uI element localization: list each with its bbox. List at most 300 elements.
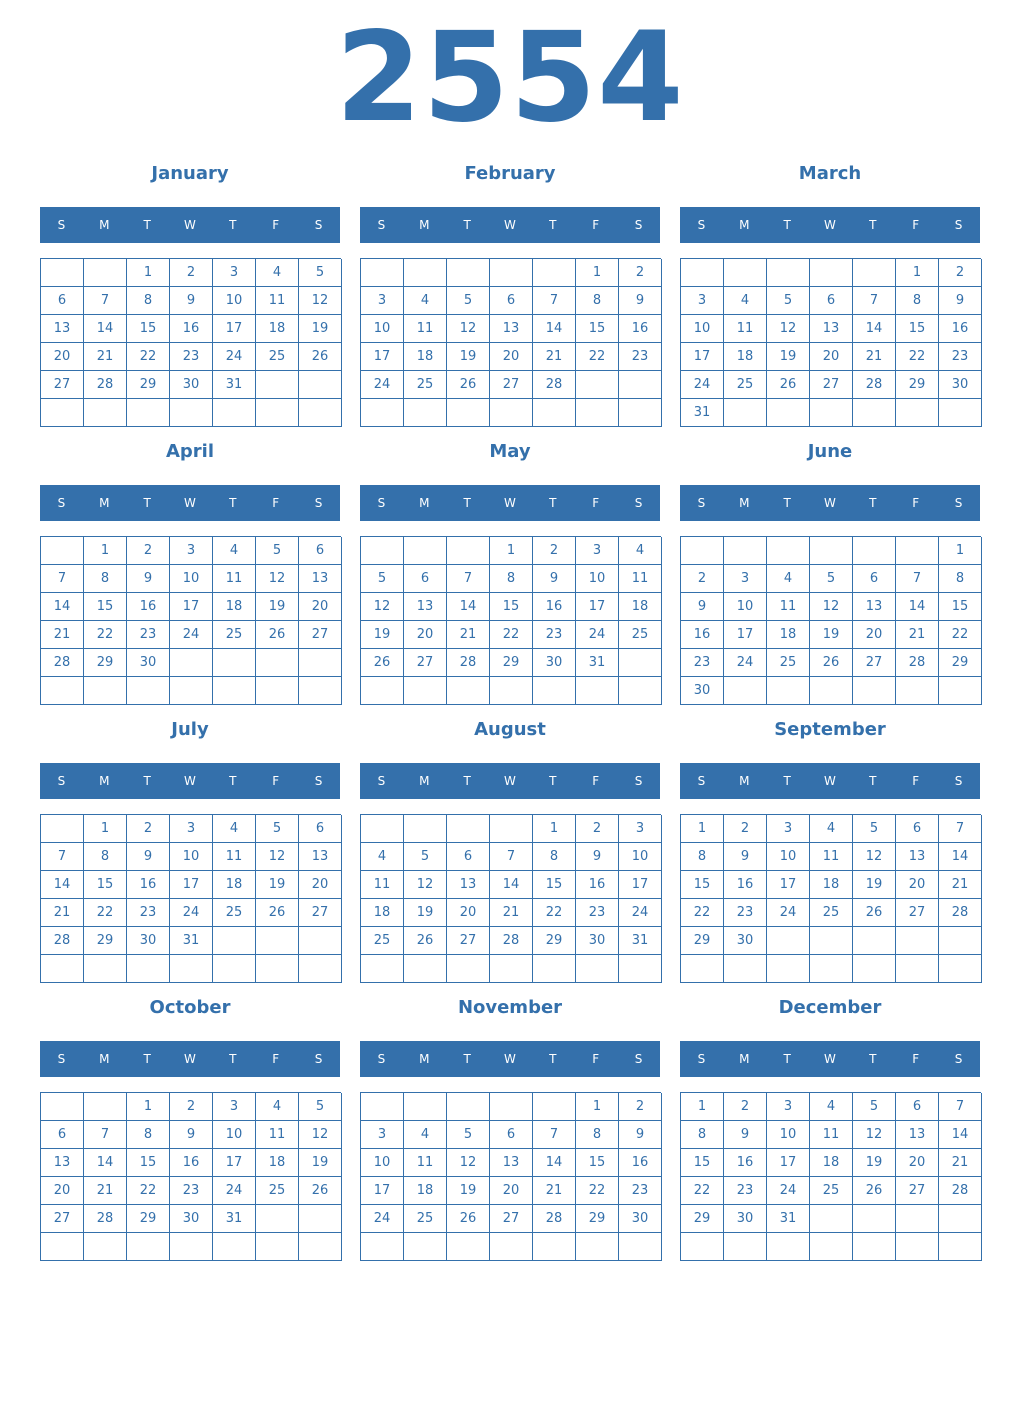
day-cell: 11 (810, 843, 853, 871)
empty-day-cell (490, 1233, 533, 1261)
day-cell: 1 (939, 537, 982, 565)
days-grid (360, 536, 661, 705)
day-cell: 22 (84, 899, 127, 927)
day-cell: 26 (853, 899, 896, 927)
day-cell: 4 (404, 1121, 447, 1149)
day-cell: 22 (939, 621, 982, 649)
day-cell: 1 (490, 537, 533, 565)
day-cell: 9 (724, 843, 767, 871)
day-cell: 29 (127, 1205, 170, 1233)
day-cell: 9 (619, 287, 662, 315)
day-cell: 30 (724, 1205, 767, 1233)
day-cell: 3 (213, 1093, 256, 1121)
weekday-label: S (697, 774, 706, 788)
empty-day-cell (619, 955, 662, 983)
weekday-label: T (783, 1052, 791, 1066)
day-cell: 25 (724, 371, 767, 399)
day-cell: 31 (576, 649, 619, 677)
day-cell: 24 (170, 899, 213, 927)
day-cell: 30 (724, 927, 767, 955)
month-name: April (165, 441, 215, 462)
empty-day-cell (447, 677, 490, 705)
empty-day-cell (767, 537, 810, 565)
empty-day-cell (404, 677, 447, 705)
day-cell: 2 (170, 1093, 213, 1121)
weekday-label: S (954, 218, 963, 232)
month-name: August (474, 719, 546, 740)
weekday-label: M (419, 218, 430, 232)
day-cell: 13 (41, 1149, 84, 1177)
day-cell: 18 (404, 1177, 447, 1205)
day-cell: 20 (404, 621, 447, 649)
empty-day-cell (853, 259, 896, 287)
day-cell: 11 (256, 287, 299, 315)
day-cell: 20 (299, 593, 342, 621)
day-cell: 26 (767, 371, 810, 399)
day-cell: 7 (939, 815, 982, 843)
day-cell: 16 (619, 1149, 662, 1177)
empty-day-cell (810, 1205, 853, 1233)
day-cell: 23 (724, 1177, 767, 1205)
day-cell: 27 (41, 1205, 84, 1233)
day-cell: 4 (404, 287, 447, 315)
empty-day-cell (896, 927, 939, 955)
day-cell: 30 (576, 927, 619, 955)
day-cell: 28 (533, 1205, 576, 1233)
day-cell: 17 (213, 1149, 256, 1177)
day-cell: 26 (299, 1177, 342, 1205)
day-cell: 24 (681, 371, 724, 399)
weekday-label: S (314, 218, 323, 232)
day-cell: 11 (724, 315, 767, 343)
weekday-label: T (229, 218, 237, 232)
month-name: June (807, 441, 853, 462)
day-cell: 24 (361, 1205, 404, 1233)
day-cell: 9 (939, 287, 982, 315)
empty-day-cell (361, 677, 404, 705)
empty-day-cell (447, 815, 490, 843)
day-cell: 27 (447, 927, 490, 955)
day-cell: 13 (299, 565, 342, 593)
day-cell: 14 (84, 315, 127, 343)
day-cell: 2 (576, 815, 619, 843)
empty-day-cell (767, 677, 810, 705)
day-cell: 17 (767, 871, 810, 899)
day-cell: 27 (299, 899, 342, 927)
day-cell: 26 (810, 649, 853, 677)
day-cell: 2 (127, 815, 170, 843)
day-cell: 28 (533, 371, 576, 399)
day-cell: 28 (939, 1177, 982, 1205)
day-cell: 12 (853, 843, 896, 871)
day-cell: 12 (256, 843, 299, 871)
empty-day-cell (447, 399, 490, 427)
day-cell: 11 (404, 1149, 447, 1177)
empty-day-cell (41, 1233, 84, 1261)
day-cell: 2 (681, 565, 724, 593)
day-cell: 23 (170, 343, 213, 371)
day-cell: 2 (724, 1093, 767, 1121)
day-cell: 30 (533, 649, 576, 677)
empty-day-cell (853, 955, 896, 983)
empty-day-cell (576, 399, 619, 427)
day-cell: 8 (576, 1121, 619, 1149)
empty-day-cell (939, 1233, 982, 1261)
day-cell: 25 (213, 899, 256, 927)
empty-day-cell (404, 399, 447, 427)
weekday-label: T (463, 1052, 471, 1066)
day-cell: 17 (576, 593, 619, 621)
day-cell: 11 (256, 1121, 299, 1149)
day-cell: 6 (41, 1121, 84, 1149)
day-cell: 4 (724, 287, 767, 315)
empty-day-cell (853, 1205, 896, 1233)
month-name: May (489, 441, 531, 462)
day-cell: 1 (681, 815, 724, 843)
day-cell: 16 (939, 315, 982, 343)
empty-day-cell (299, 649, 342, 677)
weekday-label: S (377, 1052, 386, 1066)
day-cell: 16 (681, 621, 724, 649)
empty-day-cell (256, 1205, 299, 1233)
weekday-header (360, 485, 660, 521)
day-cell: 30 (681, 677, 724, 705)
day-cell: 24 (724, 649, 767, 677)
day-cell: 23 (533, 621, 576, 649)
day-cell: 12 (447, 315, 490, 343)
day-cell: 19 (299, 1149, 342, 1177)
month-name: October (149, 997, 231, 1018)
day-cell: 16 (533, 593, 576, 621)
weekday-label: F (272, 1052, 280, 1066)
day-cell: 28 (939, 899, 982, 927)
weekday-label: T (143, 774, 151, 788)
day-cell: 22 (896, 343, 939, 371)
day-cell: 22 (127, 343, 170, 371)
day-cell: 7 (41, 565, 84, 593)
day-cell: 12 (256, 565, 299, 593)
day-cell: 10 (767, 1121, 810, 1149)
empty-day-cell (853, 927, 896, 955)
day-cell: 16 (619, 315, 662, 343)
day-cell: 5 (447, 287, 490, 315)
empty-day-cell (299, 955, 342, 983)
day-cell: 15 (84, 871, 127, 899)
day-cell: 20 (896, 1149, 939, 1177)
day-cell: 18 (361, 899, 404, 927)
empty-day-cell (896, 399, 939, 427)
day-cell: 18 (619, 593, 662, 621)
day-cell: 10 (681, 315, 724, 343)
empty-day-cell (490, 955, 533, 983)
day-cell: 26 (853, 1177, 896, 1205)
days-grid (40, 1092, 341, 1261)
day-cell: 5 (853, 1093, 896, 1121)
empty-day-cell (447, 955, 490, 983)
day-cell: 13 (810, 315, 853, 343)
day-cell: 5 (361, 565, 404, 593)
day-cell: 15 (576, 1149, 619, 1177)
day-cell: 29 (576, 1205, 619, 1233)
weekday-label: F (592, 218, 600, 232)
day-cell: 11 (213, 565, 256, 593)
day-cell: 5 (299, 259, 342, 287)
day-cell: 16 (576, 871, 619, 899)
day-cell: 8 (939, 565, 982, 593)
day-cell: 31 (619, 927, 662, 955)
day-cell: 23 (576, 899, 619, 927)
day-cell: 22 (490, 621, 533, 649)
day-cell: 5 (256, 815, 299, 843)
day-cell: 25 (213, 621, 256, 649)
day-cell: 21 (939, 871, 982, 899)
days-grid (360, 1092, 661, 1261)
empty-day-cell (533, 259, 576, 287)
empty-day-cell (41, 677, 84, 705)
empty-day-cell (84, 1233, 127, 1261)
day-cell: 19 (853, 1149, 896, 1177)
day-cell: 16 (724, 1149, 767, 1177)
day-cell: 22 (681, 1177, 724, 1205)
day-cell: 7 (447, 565, 490, 593)
empty-day-cell (896, 1205, 939, 1233)
day-cell: 21 (533, 343, 576, 371)
day-cell: 17 (361, 343, 404, 371)
weekday-header (360, 207, 660, 243)
day-cell: 26 (361, 649, 404, 677)
empty-day-cell (896, 955, 939, 983)
day-cell: 13 (299, 843, 342, 871)
weekday-label: W (824, 1052, 836, 1066)
day-cell: 12 (404, 871, 447, 899)
day-cell: 7 (853, 287, 896, 315)
day-cell: 14 (41, 871, 84, 899)
day-cell: 25 (810, 1177, 853, 1205)
day-cell: 28 (896, 649, 939, 677)
day-cell: 24 (213, 343, 256, 371)
weekday-label: M (739, 496, 750, 510)
empty-day-cell (361, 399, 404, 427)
day-cell: 8 (576, 287, 619, 315)
day-cell: 3 (361, 1121, 404, 1149)
day-cell: 16 (127, 593, 170, 621)
day-cell: 26 (256, 899, 299, 927)
day-cell: 19 (767, 343, 810, 371)
day-cell: 7 (84, 1121, 127, 1149)
day-cell: 29 (681, 927, 724, 955)
day-cell: 12 (810, 593, 853, 621)
empty-day-cell (576, 1233, 619, 1261)
day-cell: 20 (41, 1177, 84, 1205)
empty-day-cell (84, 399, 127, 427)
weekday-label: M (739, 774, 750, 788)
day-cell: 14 (896, 593, 939, 621)
day-cell: 4 (810, 1093, 853, 1121)
day-cell: 2 (939, 259, 982, 287)
day-cell: 11 (361, 871, 404, 899)
empty-day-cell (170, 649, 213, 677)
empty-day-cell (853, 537, 896, 565)
weekday-header (680, 1041, 980, 1077)
weekday-label: W (824, 774, 836, 788)
day-cell: 20 (896, 871, 939, 899)
day-cell: 13 (41, 315, 84, 343)
weekday-label: W (504, 496, 516, 510)
day-cell: 29 (127, 371, 170, 399)
day-cell: 27 (299, 621, 342, 649)
weekday-label: T (143, 218, 151, 232)
day-cell: 25 (619, 621, 662, 649)
day-cell: 3 (767, 1093, 810, 1121)
day-cell: 5 (404, 843, 447, 871)
empty-day-cell (404, 537, 447, 565)
day-cell: 5 (853, 815, 896, 843)
day-cell: 22 (84, 621, 127, 649)
day-cell: 7 (84, 287, 127, 315)
day-cell: 7 (490, 843, 533, 871)
day-cell: 9 (576, 843, 619, 871)
days-grid (680, 536, 981, 705)
day-cell: 5 (810, 565, 853, 593)
day-cell: 22 (533, 899, 576, 927)
day-cell: 26 (299, 343, 342, 371)
day-cell: 21 (490, 899, 533, 927)
day-cell: 15 (127, 1149, 170, 1177)
day-cell: 18 (404, 343, 447, 371)
weekday-header (40, 207, 340, 243)
empty-day-cell (490, 815, 533, 843)
day-cell: 23 (127, 621, 170, 649)
empty-day-cell (256, 927, 299, 955)
weekday-header (40, 763, 340, 799)
weekday-label: T (229, 774, 237, 788)
day-cell: 6 (896, 1093, 939, 1121)
day-cell: 24 (619, 899, 662, 927)
weekday-label: T (463, 774, 471, 788)
days-grid (360, 814, 661, 983)
day-cell: 7 (939, 1093, 982, 1121)
day-cell: 9 (170, 287, 213, 315)
day-cell: 4 (767, 565, 810, 593)
day-cell: 5 (767, 287, 810, 315)
day-cell: 19 (404, 899, 447, 927)
day-cell: 12 (299, 1121, 342, 1149)
empty-day-cell (41, 815, 84, 843)
empty-day-cell (810, 955, 853, 983)
empty-day-cell (256, 1233, 299, 1261)
day-cell: 27 (490, 1205, 533, 1233)
weekday-label: W (504, 1052, 516, 1066)
day-cell: 16 (170, 315, 213, 343)
day-cell: 23 (170, 1177, 213, 1205)
empty-day-cell (681, 259, 724, 287)
weekday-header (680, 763, 980, 799)
day-cell: 15 (533, 871, 576, 899)
day-cell: 14 (939, 843, 982, 871)
day-cell: 26 (256, 621, 299, 649)
day-cell: 2 (127, 537, 170, 565)
day-cell: 26 (404, 927, 447, 955)
weekday-label: W (504, 218, 516, 232)
day-cell: 31 (681, 399, 724, 427)
empty-day-cell (170, 677, 213, 705)
empty-day-cell (299, 399, 342, 427)
weekday-label: S (954, 1052, 963, 1066)
empty-day-cell (84, 955, 127, 983)
day-cell: 30 (619, 1205, 662, 1233)
empty-day-cell (41, 399, 84, 427)
weekday-label: S (57, 1052, 66, 1066)
day-cell: 20 (490, 1177, 533, 1205)
day-cell: 29 (84, 649, 127, 677)
day-cell: 29 (681, 1205, 724, 1233)
day-cell: 17 (361, 1177, 404, 1205)
weekday-label: T (143, 496, 151, 510)
weekday-label: F (272, 774, 280, 788)
day-cell: 22 (681, 899, 724, 927)
day-cell: 30 (170, 1205, 213, 1233)
empty-day-cell (299, 1205, 342, 1233)
day-cell: 17 (767, 1149, 810, 1177)
weekday-label: T (869, 496, 877, 510)
month-name: September (774, 719, 886, 740)
empty-day-cell (724, 677, 767, 705)
empty-day-cell (404, 259, 447, 287)
day-cell: 11 (404, 315, 447, 343)
weekday-label: S (57, 774, 66, 788)
day-cell: 1 (681, 1093, 724, 1121)
weekday-label: F (592, 774, 600, 788)
month-name: January (151, 163, 229, 184)
empty-day-cell (724, 955, 767, 983)
weekday-label: W (824, 496, 836, 510)
month-name: February (464, 163, 556, 184)
day-cell: 24 (576, 621, 619, 649)
empty-day-cell (939, 677, 982, 705)
day-cell: 14 (41, 593, 84, 621)
day-cell: 4 (256, 259, 299, 287)
month-name: November (457, 997, 563, 1018)
empty-day-cell (447, 1233, 490, 1261)
day-cell: 6 (853, 565, 896, 593)
empty-day-cell (724, 399, 767, 427)
day-cell: 28 (84, 1205, 127, 1233)
empty-day-cell (896, 677, 939, 705)
weekday-label: S (697, 218, 706, 232)
day-cell: 11 (619, 565, 662, 593)
empty-day-cell (404, 1093, 447, 1121)
days-grid (360, 258, 661, 427)
day-cell: 7 (41, 843, 84, 871)
day-cell: 13 (853, 593, 896, 621)
day-cell: 14 (490, 871, 533, 899)
weekday-label: M (99, 1052, 110, 1066)
empty-day-cell (84, 1093, 127, 1121)
day-cell: 4 (213, 815, 256, 843)
empty-day-cell (767, 955, 810, 983)
weekday-header (360, 1041, 660, 1077)
day-cell: 23 (619, 1177, 662, 1205)
day-cell: 22 (576, 1177, 619, 1205)
empty-day-cell (533, 1233, 576, 1261)
day-cell: 13 (404, 593, 447, 621)
empty-day-cell (361, 955, 404, 983)
day-cell: 2 (619, 1093, 662, 1121)
day-cell: 2 (170, 259, 213, 287)
empty-day-cell (41, 537, 84, 565)
day-cell: 21 (896, 621, 939, 649)
empty-day-cell (767, 399, 810, 427)
